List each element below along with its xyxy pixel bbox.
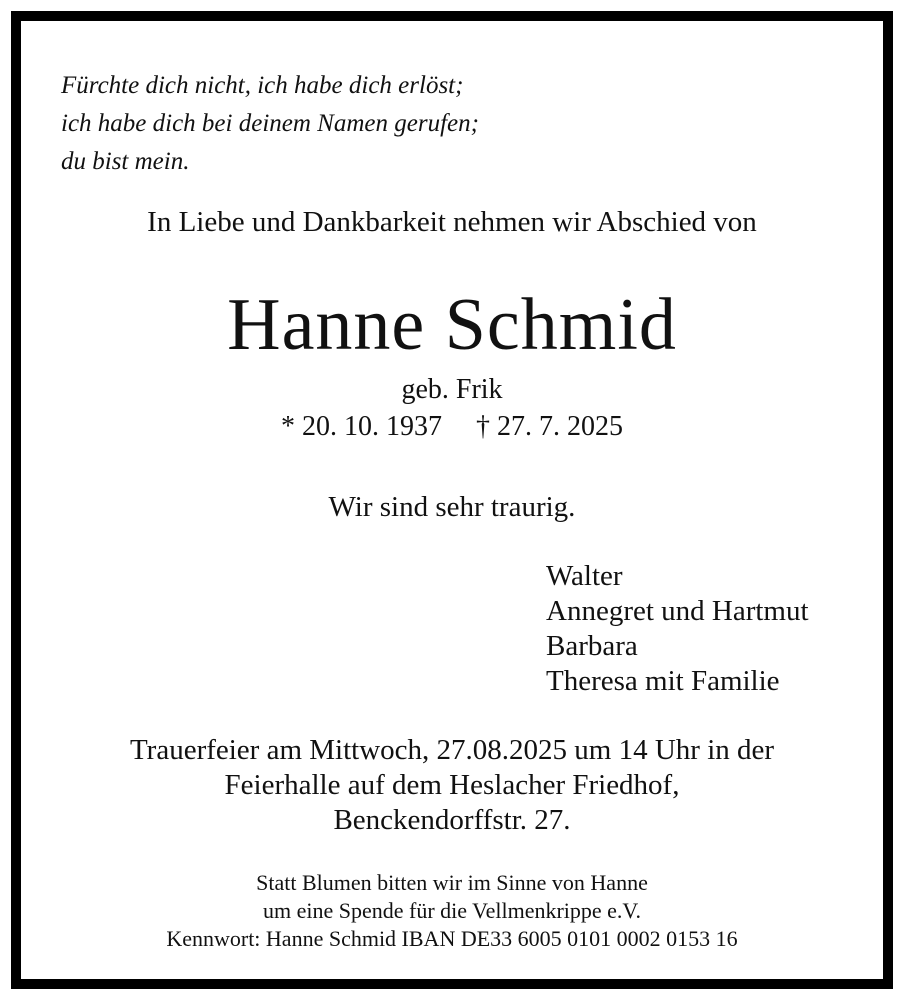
donation-request — [21, 869, 883, 953]
donation-line-1: Statt Blumen bitten wir im Sinne von Hanne — [256, 870, 648, 895]
mourner-name: Barbara — [546, 630, 638, 662]
obituary-frame — [11, 11, 893, 989]
farewell-intro: In Liebe und Dankbarkeit nehmen wir Abschied von — [147, 206, 757, 238]
mourner-name: Walter — [546, 560, 623, 592]
bible-verse — [61, 67, 479, 181]
funeral-ceremony-info — [21, 733, 883, 838]
maiden-name: geb. Frik — [401, 374, 503, 405]
mourner-name: Annegret und Hartmut — [546, 595, 809, 627]
donation-line-2: um eine Spende für die Vellmenkrippe e.V. — [263, 898, 641, 923]
donation-line-3: Kennwort: Hanne Schmid IBAN DE33 6005 0101 0002 0153 16 — [166, 926, 738, 951]
ceremony-line-2: Feierhalle auf dem Heslacher Friedhof, — [224, 769, 680, 801]
life-dates — [21, 411, 883, 443]
ceremony-line-1: Trauerfeier am Mittwoch, 27.08.2025 um 14 Uhr in der — [129, 734, 775, 766]
sentiment-line: Wir sind sehr traurig. — [328, 491, 576, 523]
birth-date: * 20. 10. 1937 — [281, 411, 442, 442]
mourner-name: Theresa mit Familie — [546, 665, 780, 697]
verse-line-1: Fürchte dich nicht, ich habe dich erlöst; — [61, 72, 464, 99]
ceremony-line-3: Benckendorffstr. 27. — [333, 804, 571, 836]
verse-line-2: ich habe dich bei deinem Namen gerufen; — [61, 110, 479, 137]
death-date: † 27. 7. 2025 — [476, 411, 623, 442]
mourners-list — [546, 559, 809, 699]
verse-line-3: du bist mein. — [61, 148, 190, 175]
deceased-name: Hanne Schmid — [227, 284, 677, 366]
